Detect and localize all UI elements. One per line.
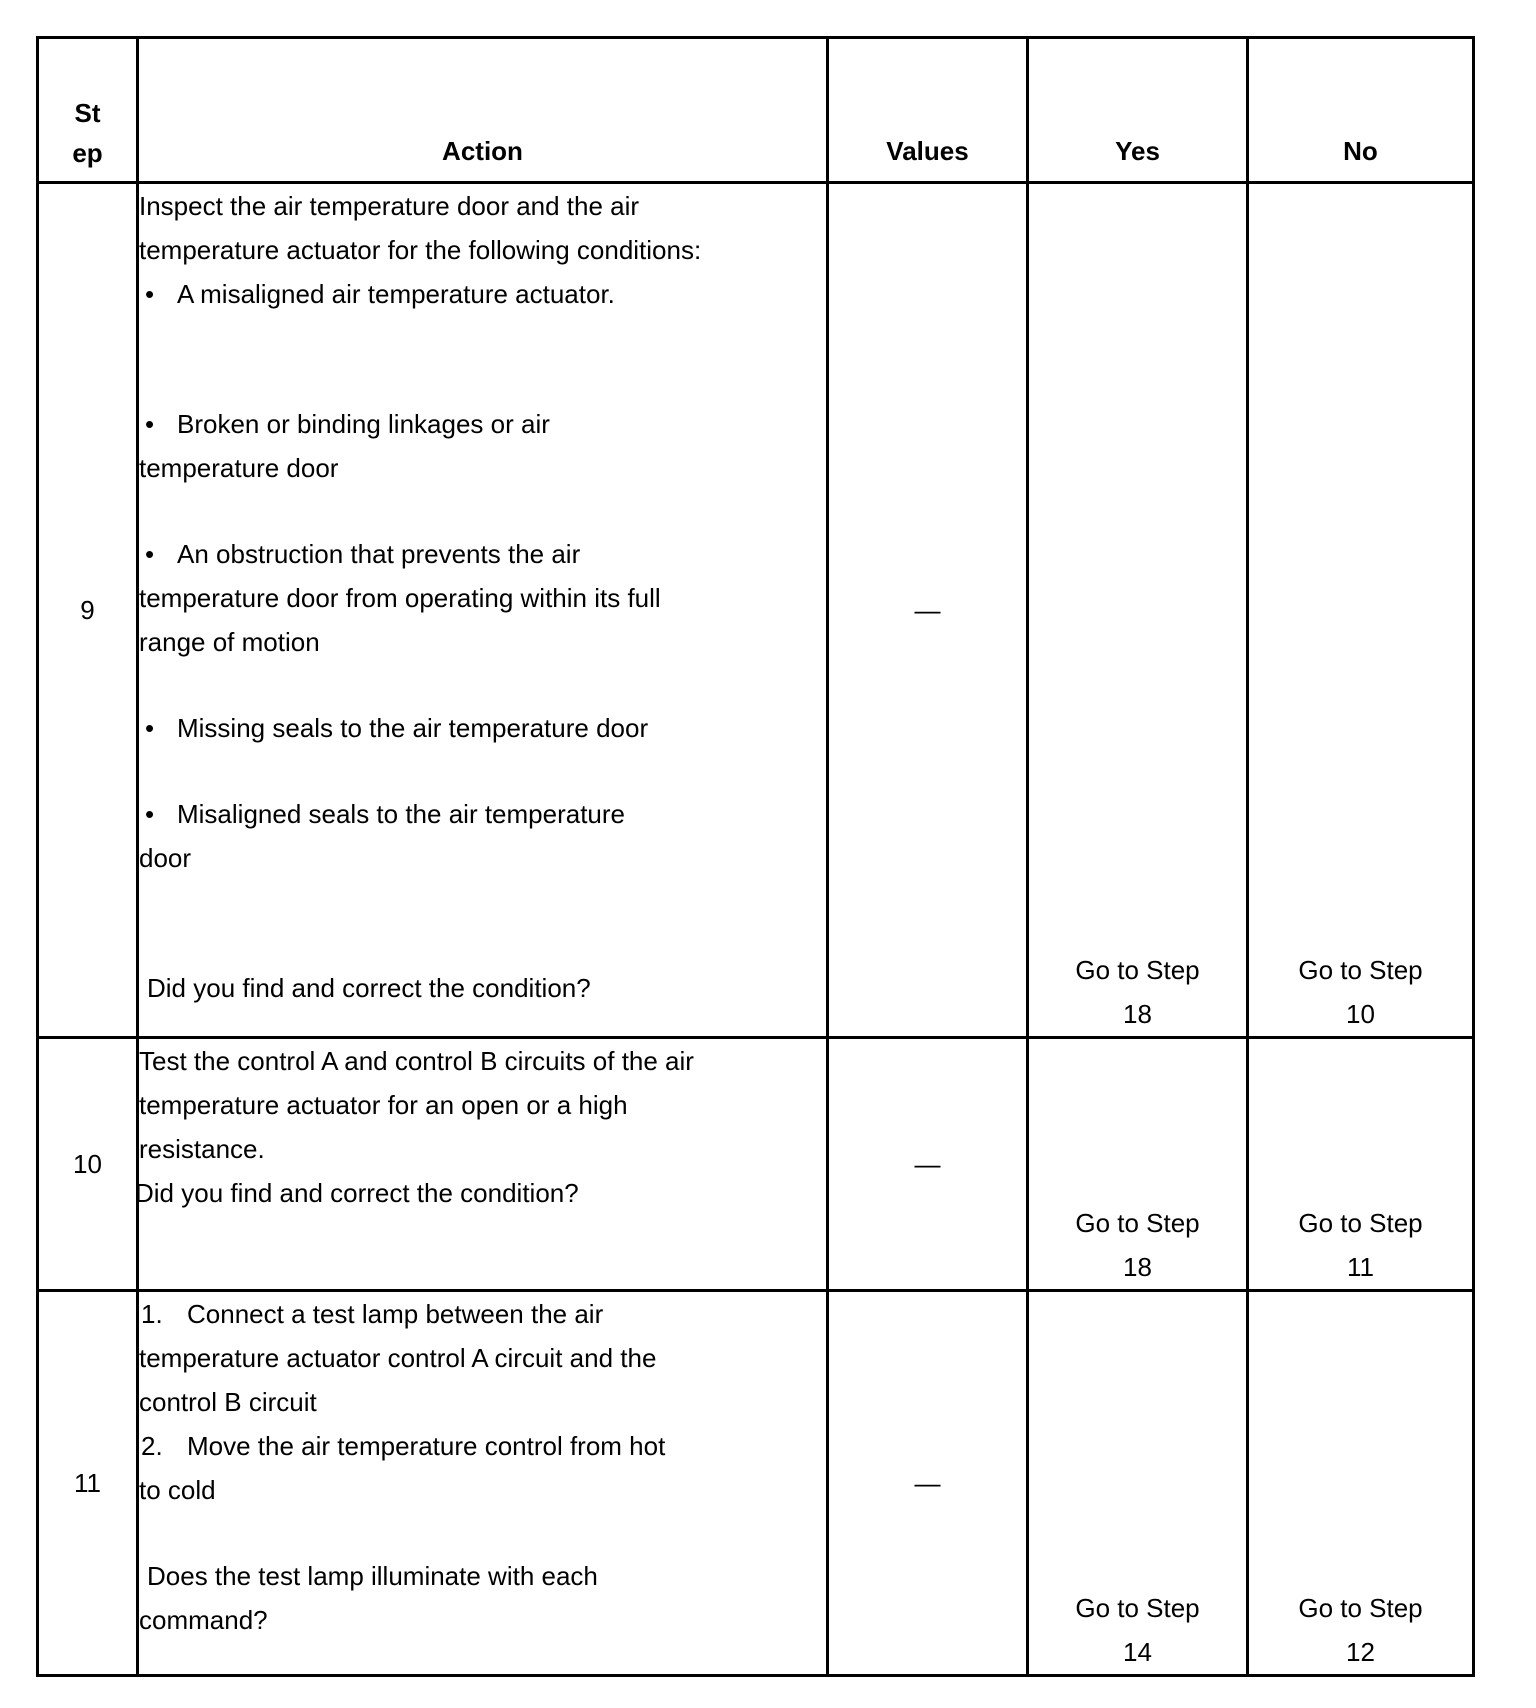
action-text: resistance. — [139, 1134, 265, 1164]
bullet-item-cont: range of motion — [139, 627, 320, 657]
step-number: 11 — [38, 1291, 138, 1676]
value-cell: — — [828, 1291, 1028, 1676]
step-number: 9 — [38, 183, 138, 1038]
bullet-item-cont: temperature door from operating within its full — [139, 583, 661, 613]
numbered-step: 2. Move the air temperature control from hot — [141, 1431, 666, 1461]
action-cell — [135, 1038, 828, 1291]
diagnostic-table — [36, 36, 1475, 1677]
bullet-item: • A misaligned air temperature actuator. — [139, 272, 826, 316]
step-number: 10 — [38, 1038, 138, 1291]
action-text: temperature actuator for an open or a high — [139, 1090, 628, 1120]
table-row — [38, 1038, 1474, 1291]
action-text: Inspect the air temperature door and the air — [139, 191, 640, 221]
numbered-step-cont: control B circuit — [139, 1387, 317, 1417]
no-cell: Go to Step 10 — [1248, 183, 1474, 1038]
header-values: Values — [828, 38, 1028, 183]
no-cell: Go to Step 11 — [1248, 1038, 1474, 1291]
yes-cell: Go to Step 18 — [1028, 183, 1248, 1038]
action-text: Test the control A and control B circuits of the air — [139, 1046, 694, 1076]
value-cell: — — [828, 183, 1028, 1038]
action-cell — [138, 1291, 828, 1676]
yes-cell: Go to Step 18 — [1028, 1038, 1248, 1291]
table-row — [38, 1291, 1474, 1676]
bullet-item: • Broken or binding linkages or air — [139, 402, 826, 446]
bullet-item: • An obstruction that prevents the air — [139, 532, 826, 576]
yes-cell: Go to Step 14 — [1028, 1291, 1248, 1676]
value-cell: — — [828, 1038, 1028, 1291]
question-text: command? — [139, 1605, 268, 1635]
header-yes: Yes — [1028, 38, 1248, 183]
bullet-item-cont: temperature door — [139, 453, 339, 483]
bullet-item-cont: door — [139, 843, 192, 873]
table-row — [38, 183, 1474, 1038]
action-cell — [138, 183, 828, 1038]
numbered-step-cont: temperature actuator control A circuit and the — [139, 1343, 657, 1373]
question-text: Did you find and correct the condition? — [135, 1178, 579, 1208]
question-text: Does the test lamp illuminate with each — [147, 1561, 598, 1591]
action-text: temperature actuator for the following conditions: — [139, 235, 702, 265]
header-no: No — [1248, 38, 1474, 183]
bullet-item: • Missing seals to the air temperature door — [139, 706, 826, 750]
header-action: Action — [138, 38, 828, 183]
no-cell: Go to Step 12 — [1248, 1291, 1474, 1676]
bullet-item: • Misaligned seals to the air temperature — [139, 792, 826, 836]
header-row — [38, 38, 1474, 183]
numbered-step: 1. Connect a test lamp between the air — [141, 1299, 604, 1329]
numbered-step-cont: to cold — [139, 1475, 216, 1505]
question-text: Did you find and correct the condition? — [147, 973, 591, 1003]
header-step: St ep — [38, 38, 138, 183]
